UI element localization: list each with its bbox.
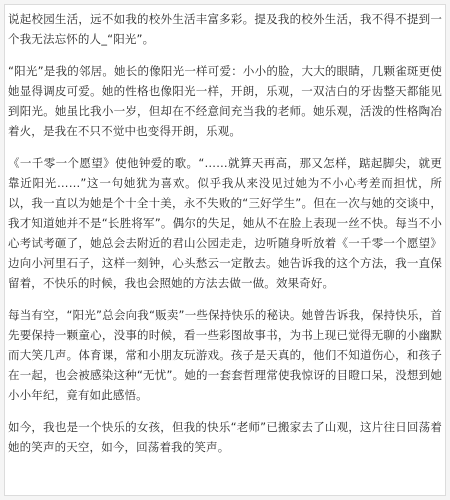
article-page xyxy=(4,4,446,496)
paragraph-gap xyxy=(8,141,442,153)
paragraph-gap xyxy=(8,293,442,305)
paragraph-gap xyxy=(8,405,442,417)
paragraph-neighbor: “阳光”是我的邻居。她长的像阳光一样可爱：小小的脸，大大的眼睛，几颗雀斑更使她显得调皮可爱。她的性格也像阳光一样，开朗，乐观，一双洁白的牙齿整天都能见到阳光。她虽比我小一岁，但却在不经意间充当我的老师。她乐观，活泼的性格陶冶着火，是我在不只不觉中也变得开朗，乐观。 xyxy=(8,64,442,138)
paragraph-gap xyxy=(8,49,442,61)
paragraph-intro: 说起校园生活，远不如我的校外生活丰富多彩。提及我的校外生活，我不得不提到一个我无法忘怀的人_“阳光”。 xyxy=(8,12,442,46)
paragraph-secrets: 每当有空，“阳光”总会向我“贩卖”一些保持快乐的秘诀。她曾告诉我，保持快乐，首先要保持一颗童心，没事的时候，看一些彩图故事书，为书上现已觉得无聊的小幽默而大笑几声。体育课，常和小朋友玩游戏。孩子是天真的，他们不知道伤心，和孩子在一起，也会被感染这种“无忧”。她的一套套哲理常使我惊讶的目瞪口呆，没想到她小小年纪，竟有如此感悟。 xyxy=(8,308,442,402)
paragraph-song: 《一千零一个愿望》使他钟爱的歌。“……就算天再高，那又怎样，踮起脚尖，就更靠近阳光……”这一句她犹为喜欢。似乎我从来没见过她为不小心考差而担忧，所以，我一直以为她是个十全十美，永不失败的“三好学生”。但在一次与她的交谈中，我才知道她并不是“长胜将军”。偶尔的失足，她从不在脸上表现一丝不快。每当不小心考试考砸了，她总会去附近的君山公园走走，边听随身听放着《一千零一个愿望》边向小河里石子，这样一刻钟，心头愁云一定散去。她告诉我的这个方法，我一直保留着，不快乐的时候，我也会照她的方法去做一做。效果奇好。 xyxy=(8,156,442,290)
paragraph-conclusion: 如今，我也是一个快乐的女孩，但我的快乐“老师”已搬家去了山观，这片往日回荡着她的笑声的天空，如今，回荡着我的笑声。 xyxy=(8,420,442,454)
